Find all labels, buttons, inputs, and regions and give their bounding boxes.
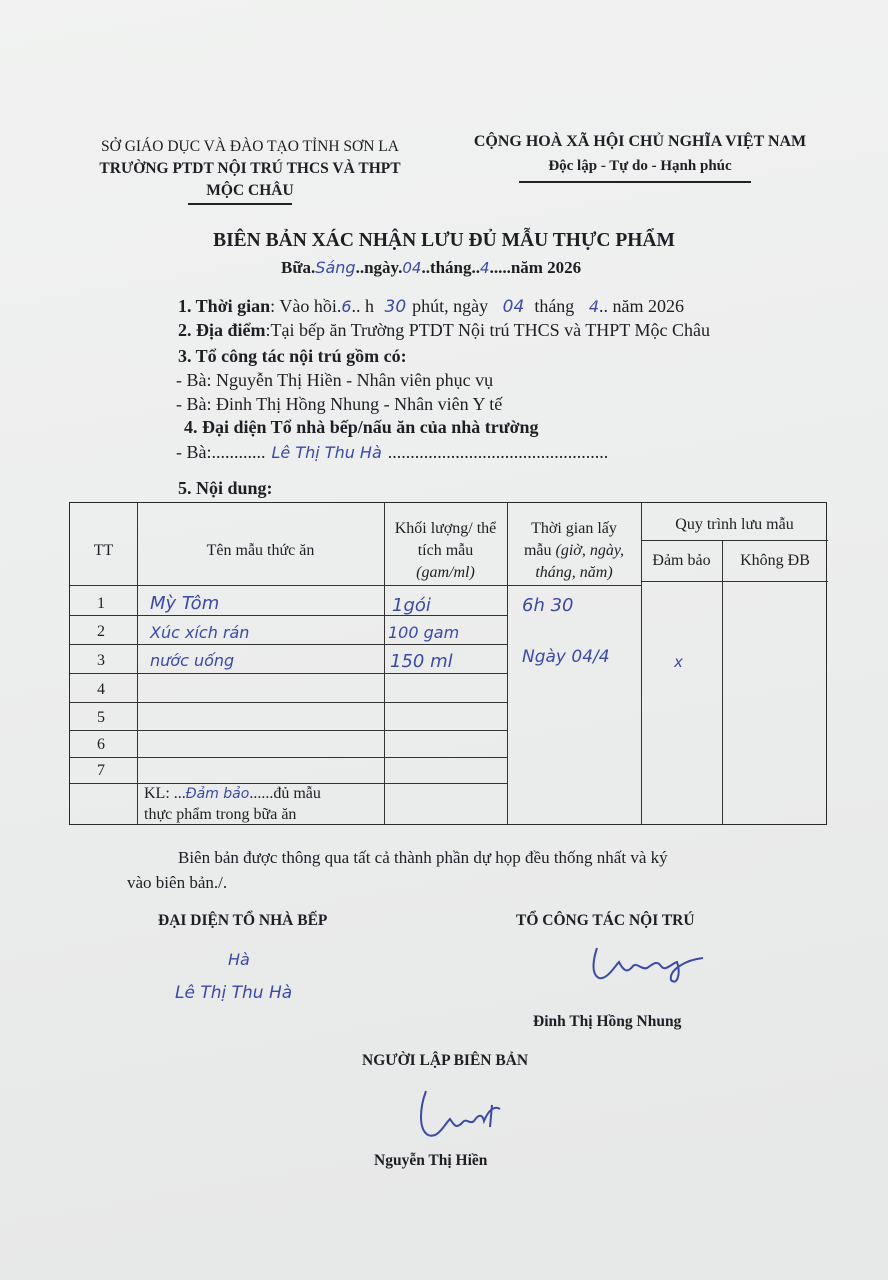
meal-day-value: 04 — [402, 259, 422, 277]
school-name-line1: TRƯỜNG PTDT NỘI TRÚ THCS VÀ THPT — [99, 160, 401, 177]
signature-right-title: TỔ CÔNG TÁC NỘI TRÚ — [516, 912, 695, 929]
meal-line: Bữa.Sáng..ngày.04..tháng..4.....năm 2026 — [281, 258, 582, 277]
time-month: 4 — [588, 297, 599, 316]
time-text-c: phút, ngày — [412, 296, 489, 316]
header-time-2b: (giờ, ngày, — [555, 542, 625, 559]
header-food-name: Tên mẫu thức ăn — [206, 542, 315, 559]
row-divider — [70, 702, 507, 703]
section-kitchen-label: 4. Đại diện Tổ nhà bếp/nấu ăn của nhà trường — [184, 417, 539, 437]
food-weight: 150 ml — [390, 651, 453, 672]
sample-table — [69, 502, 827, 825]
row-number: 1 — [97, 595, 105, 612]
country-motto: Độc lập - Tự do - Hạnh phúc — [548, 158, 732, 174]
time-minute: 30 — [384, 297, 407, 317]
time-text-a: : Vào hồi — [270, 296, 337, 316]
header-weight-1: Khối lượng/ thể — [394, 520, 497, 537]
meal-value: Sáng — [315, 258, 356, 277]
row-number: 3 — [97, 652, 105, 669]
row-divider — [70, 783, 507, 784]
food-name: Xúc xích rán — [150, 623, 250, 642]
section-team-label: 3. Tổ công tác nội trú gồm có: — [178, 346, 407, 366]
time-text-e: năm 2026 — [612, 296, 684, 316]
country-name: CỘNG HOÀ XÃ HỘI CHỦ NGHĨA VIỆT NAM — [473, 133, 807, 150]
signature-bottom-scribble — [414, 1085, 514, 1145]
ok-mark: x — [674, 653, 683, 671]
signature-left-mark: Hà — [228, 950, 250, 969]
kitchen-rep-name: Lê Thị Thu Hà — [271, 443, 382, 462]
closing-text-line1: Biên bản được thông qua tất cả thành phần dự họp đều thống nhất và ký — [178, 848, 668, 867]
sample-time: 6h 30 — [522, 595, 574, 616]
meal-year: năm 2026 — [510, 258, 582, 277]
section-location — [178, 320, 710, 341]
team-member-1: - Bà: Nguyễn Thị Hiền - Nhân viên phục vụ — [176, 370, 494, 390]
signature-right-name: Đinh Thị Hồng Nhung — [533, 1013, 682, 1030]
kitchen-rep-line: - Bà:............ Lê Thị Thu Hà ................................................. — [176, 442, 609, 462]
row-divider — [70, 673, 507, 674]
time-hour: 6 — [341, 297, 352, 316]
row-divider — [70, 757, 507, 758]
header-tt: TT — [93, 542, 114, 559]
row-divider — [641, 581, 828, 582]
header-time-2a: mẫu — [523, 542, 552, 559]
header-time-2 — [507, 541, 641, 561]
header-ok: Đảm bảo — [652, 552, 711, 569]
food-weight: 1gói — [392, 595, 431, 616]
conclusion-line2: thực phẩm trong bữa ăn — [144, 806, 297, 823]
row-divider — [70, 585, 641, 586]
signature-left-title: ĐẠI DIỆN TỔ NHÀ BẾP — [158, 912, 328, 929]
meal-month-label: tháng — [429, 258, 472, 277]
section-time: 1. Thời gian: Vào hồi.6.. h 30 phút, ngày 04 tháng 4.. năm 2026 — [178, 296, 684, 317]
header-process: Quy trình lưu mẫu — [675, 516, 794, 533]
col-divider — [722, 540, 723, 824]
kitchen-rep-prefix: - Bà: — [176, 442, 212, 462]
ministry-name: SỞ GIÁO DỤC VÀ ĐÀO TẠO TỈNH SƠN LA — [101, 138, 399, 155]
section-time-label: 1. Thời gian — [178, 296, 271, 316]
school-name-line2: MỘC CHÂU — [206, 182, 294, 199]
conclusion-prefix: KL: — [144, 785, 170, 802]
meal-day-label: ngày — [364, 258, 399, 277]
row-number: 2 — [97, 623, 105, 640]
food-name: Mỳ Tôm — [150, 593, 220, 614]
row-divider — [70, 644, 507, 645]
time-day: 04 — [502, 297, 525, 317]
header-right-underline — [519, 181, 751, 183]
section-location-label: 2. Địa điểm — [178, 320, 266, 340]
header-left-underline — [188, 203, 292, 205]
team-member-2: - Bà: Đinh Thị Hồng Nhung - Nhân viên Y tế — [176, 394, 503, 414]
time-text-d: tháng — [534, 296, 575, 316]
section-content-label: 5. Nội dung: — [178, 478, 273, 498]
meal-label: Bữa — [281, 258, 312, 277]
document-title: BIÊN BẢN XÁC NHẬN LƯU ĐỦ MẪU THỰC PHẨM — [213, 230, 675, 251]
header-time-3: tháng, năm) — [535, 564, 613, 581]
row-number: 4 — [97, 681, 105, 698]
meal-month-value: 4 — [480, 259, 490, 277]
signature-right-scribble — [585, 940, 715, 990]
signature-bottom-title: NGƯỜI LẬP BIÊN BẢN — [362, 1052, 529, 1069]
header-time-1: Thời gian lấy — [531, 520, 617, 537]
conclusion-suffix: đủ mẫu — [273, 785, 321, 802]
food-name: nước uống — [150, 651, 235, 670]
header-weight-2: tích mẫu — [417, 542, 474, 559]
time-text-b: h — [365, 296, 375, 316]
header-weight-3: (gam/ml) — [416, 564, 475, 581]
section-location-text: :Tại bếp ăn Trường PTDT Nội trú THCS và THPT Mộc Châu — [265, 320, 710, 340]
header-notok: Không ĐB — [740, 552, 810, 569]
closing-text-line2: vào biên bản./. — [127, 873, 228, 892]
row-divider — [70, 730, 507, 731]
sample-date: Ngày 04/4 — [522, 647, 610, 667]
row-number: 7 — [97, 762, 105, 779]
food-weight: 100 gam — [388, 623, 460, 642]
row-number: 6 — [97, 736, 105, 753]
row-divider — [641, 540, 828, 541]
row-divider — [70, 615, 507, 616]
row-number: 5 — [97, 709, 105, 726]
conclusion-value: Đảm bảo — [185, 786, 250, 802]
signature-bottom-name: Nguyễn Thị Hiền — [374, 1152, 488, 1169]
signature-left-name: Lê Thị Thu Hà — [175, 983, 293, 1003]
conclusion-line1: KL: ...Đảm bảo......đủ mẫu — [144, 785, 321, 802]
